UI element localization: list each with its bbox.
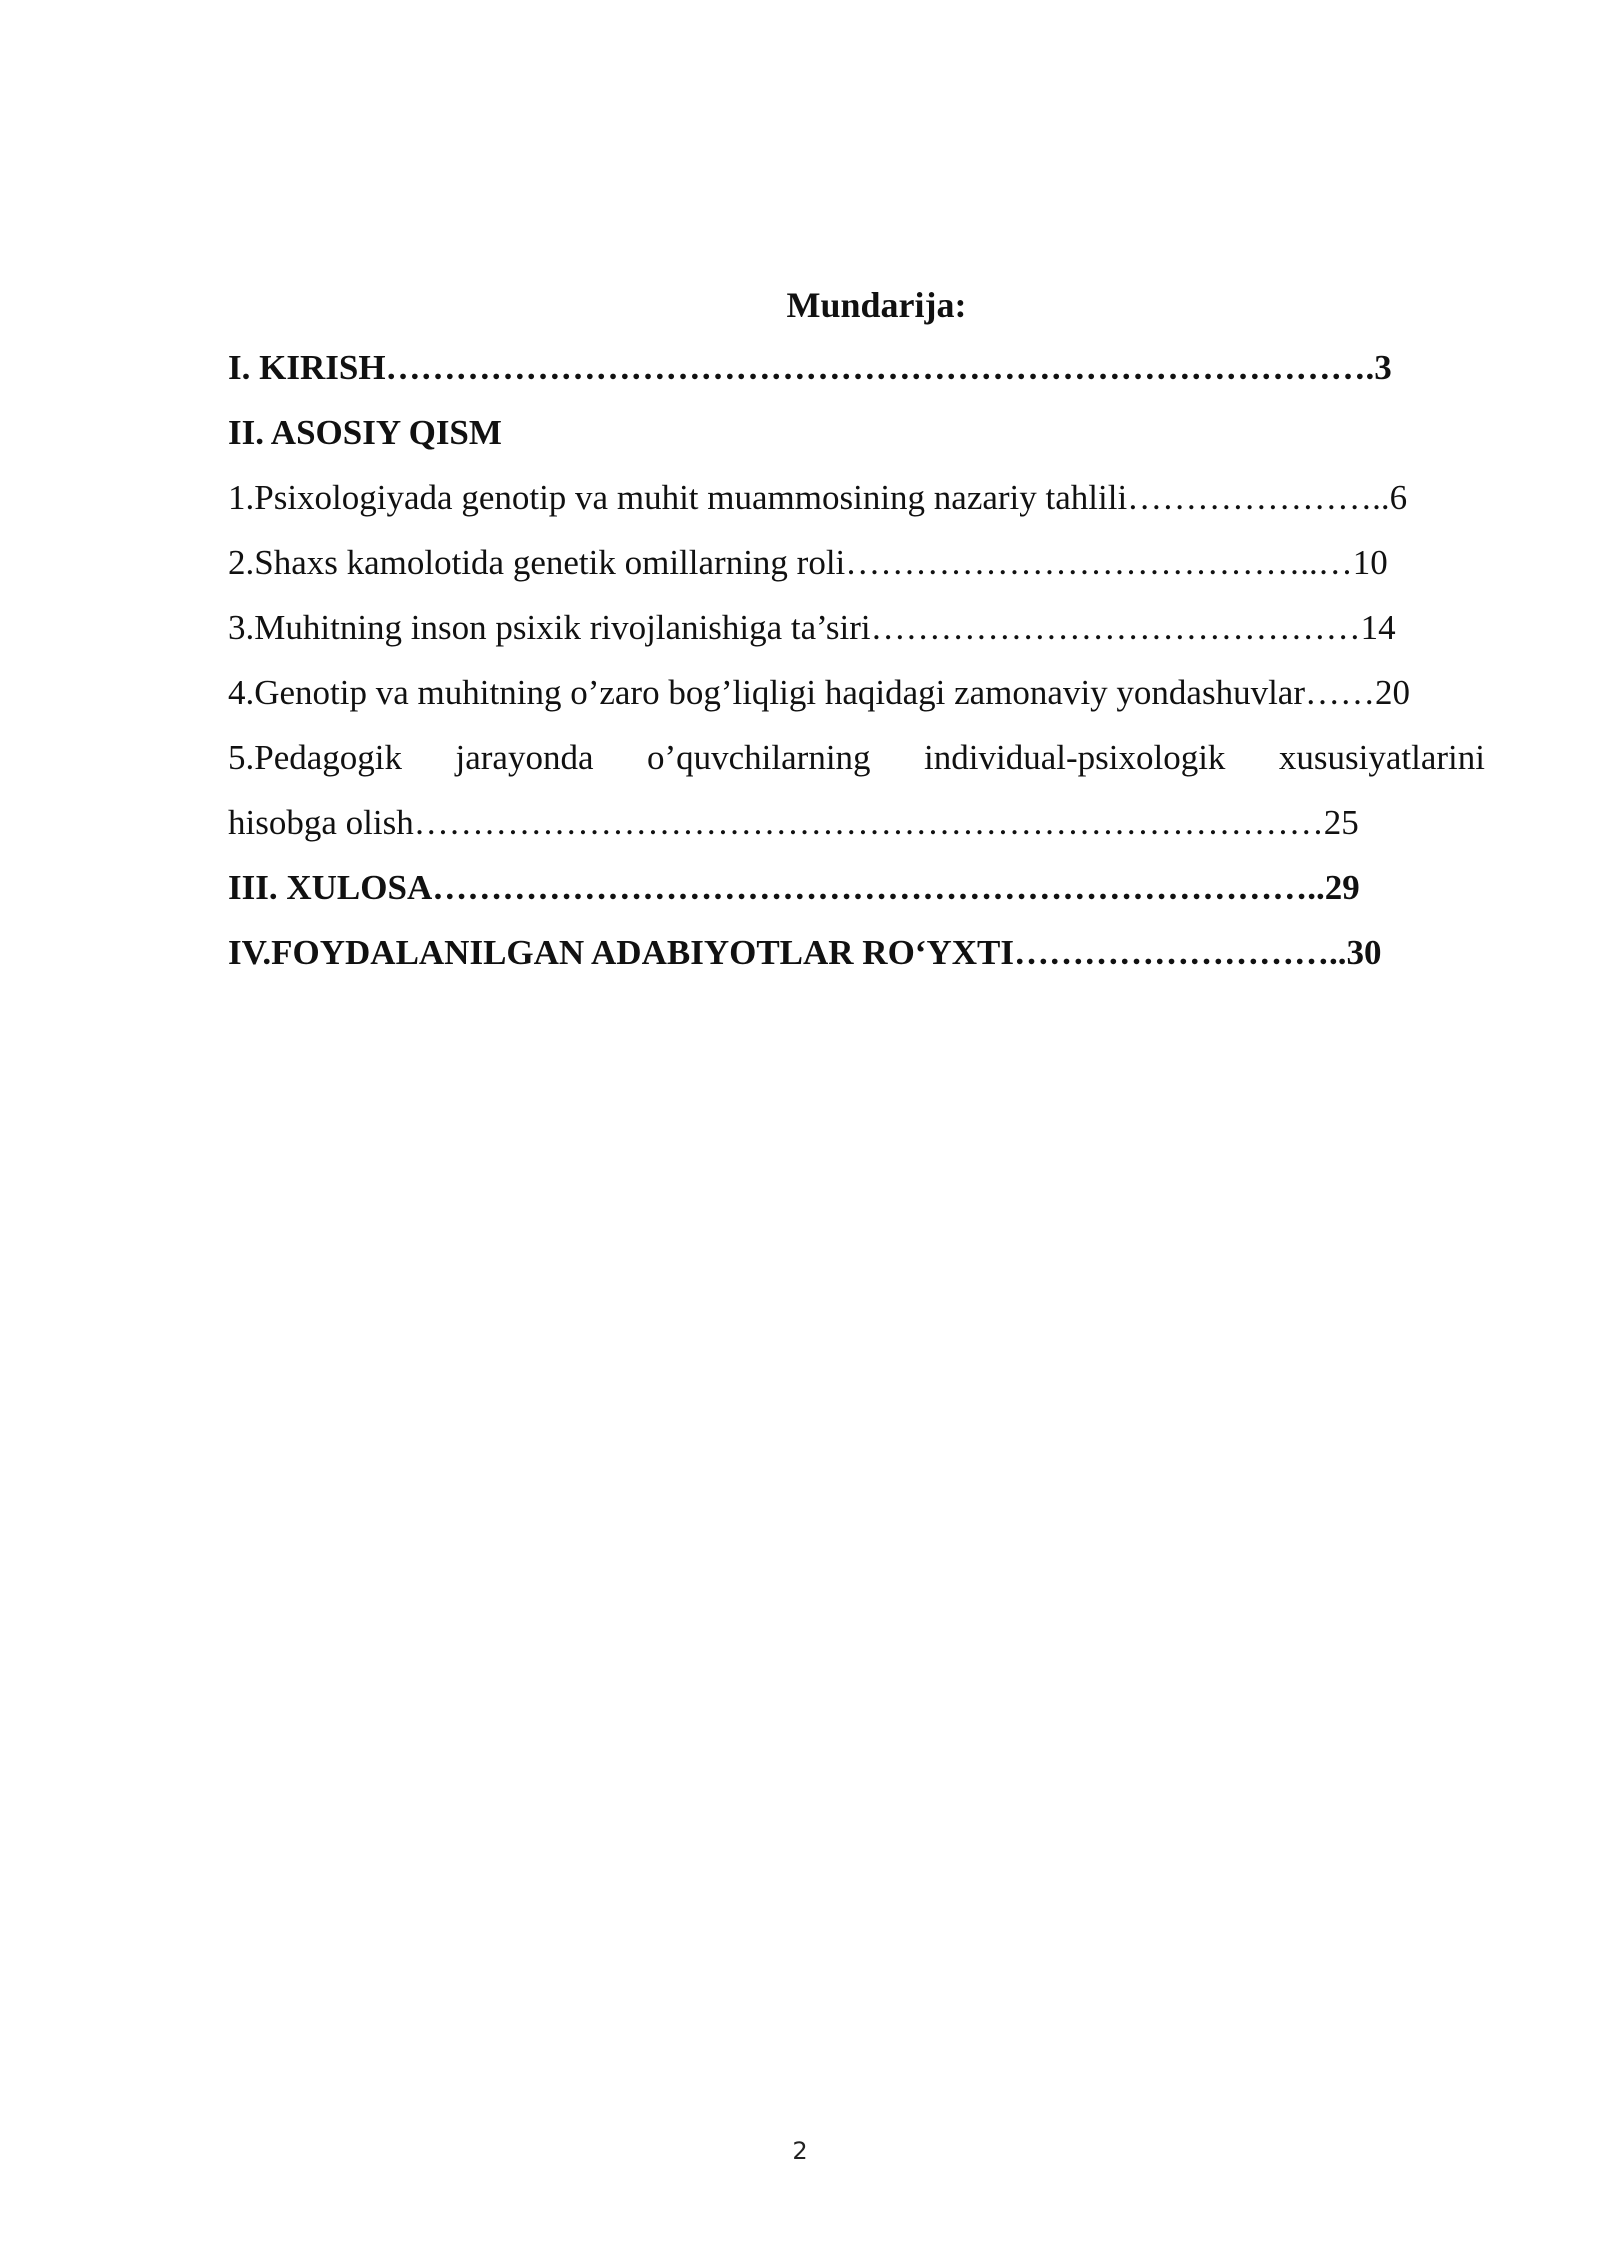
toc-entry-references: IV.FOYDALANILGAN ADABIYOTLAR RO‘YXTI………………………..30 bbox=[228, 933, 1382, 972]
toc-entry-section-3: 3.Muhitning inson psixik rivojlanishiga ta’siri……………………………………14 bbox=[228, 608, 1396, 647]
toc-entry-section-2: 2.Shaxs kamolotida genetik omillarning roli…………………………………..…10 bbox=[228, 543, 1388, 582]
toc-entry-main-part: II. ASOSIY QISM bbox=[228, 413, 502, 452]
toc-entry-introduction: I. KIRISH………………………………………………………………………….3 bbox=[228, 348, 1392, 387]
toc-entry-section-5-continued: hisobga olish……………………………………………………………………25 bbox=[228, 803, 1359, 842]
toc-entry-section-1: 1.Psixologiyada genotip va muhit muammosining nazariy tahlili…………………..6 bbox=[228, 478, 1408, 517]
toc-entry-section-4: 4.Genotip va muhitning o’zaro bog’liqligi haqidagi zamonaviy yondashuvlar……20 bbox=[228, 673, 1410, 712]
toc-title: Mundarija: bbox=[786, 285, 967, 325]
toc-entry-section-5: 5.Pedagogik jarayonda o’quvchilarning individual-psixologik xususiyatlarini bbox=[228, 738, 1485, 777]
page-number: 2 bbox=[792, 2137, 808, 2165]
table-of-contents bbox=[228, 275, 1485, 985]
toc-entry-conclusion: III. XULOSA…………………………………………………………………..29 bbox=[228, 868, 1360, 907]
